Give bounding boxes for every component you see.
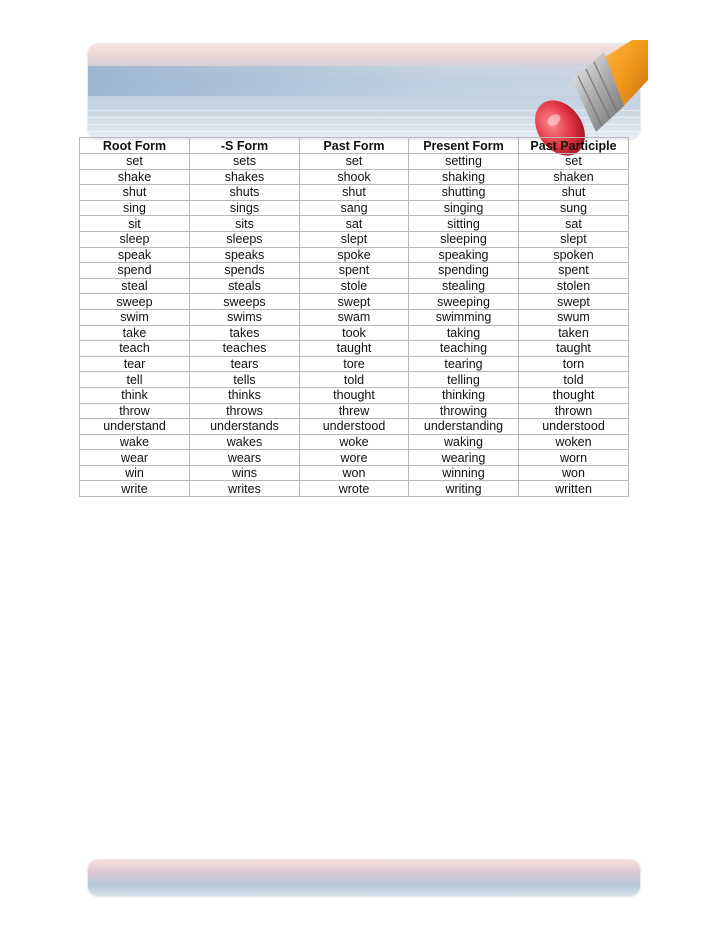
table-cell: writing [409,481,519,497]
table-cell: stealing [409,278,519,294]
table-row [80,247,629,263]
table-cell: thought [300,387,409,403]
table-row [80,372,629,388]
table-cell: sitting [409,216,519,232]
table-cell: throws [190,403,300,419]
table-row [80,465,629,481]
table-cell: torn [519,356,629,372]
table-cell: telling [409,372,519,388]
table-cell: understood [519,419,629,435]
table-cell: stole [300,278,409,294]
table-cell: sets [190,154,300,170]
table-cell: spend [80,263,190,279]
table-cell: written [519,481,629,497]
table-cell: woken [519,434,629,450]
table-cell: thinks [190,387,300,403]
table-cell: spoken [519,247,629,263]
column-header: -S Form [190,138,300,154]
column-header: Present Form [409,138,519,154]
table-cell: sit [80,216,190,232]
table-cell: won [519,465,629,481]
column-header: Past Participle [519,138,629,154]
table-row [80,419,629,435]
table-header-row [80,138,629,154]
table-cell: tore [300,356,409,372]
table-cell: swept [300,294,409,310]
table-cell: takes [190,325,300,341]
table-cell: threw [300,403,409,419]
table-cell: sings [190,200,300,216]
table-cell: singing [409,200,519,216]
column-header: Past Form [300,138,409,154]
table-cell: shut [80,185,190,201]
table-cell: spending [409,263,519,279]
table-cell: swims [190,309,300,325]
table-row [80,185,629,201]
footer-banner [88,860,640,896]
table-cell: sang [300,200,409,216]
table-cell: spent [300,263,409,279]
table-cell: taught [300,341,409,357]
table-cell: spent [519,263,629,279]
table-cell: shut [519,185,629,201]
table-cell: spoke [300,247,409,263]
table-row [80,403,629,419]
table-cell: setting [409,154,519,170]
table-cell: speaking [409,247,519,263]
table-cell: thrown [519,403,629,419]
table-cell: understanding [409,419,519,435]
table-cell: steal [80,278,190,294]
table-row [80,309,629,325]
table-cell: swimming [409,309,519,325]
table-cell: swim [80,309,190,325]
table-cell: shaken [519,169,629,185]
table-cell: wearing [409,450,519,466]
table-cell: tears [190,356,300,372]
table-cell: sweeps [190,294,300,310]
table-cell: set [519,154,629,170]
table-cell: wrote [300,481,409,497]
table-cell: woke [300,434,409,450]
table-cell: wake [80,434,190,450]
table-row [80,325,629,341]
table-cell: stolen [519,278,629,294]
table-cell: win [80,465,190,481]
table-cell: wakes [190,434,300,450]
table-cell: sleep [80,231,190,247]
table-row [80,434,629,450]
table-cell: won [300,465,409,481]
table-cell: took [300,325,409,341]
table-row [80,169,629,185]
table-cell: wore [300,450,409,466]
table-cell: sweeping [409,294,519,310]
table-cell: speaks [190,247,300,263]
table-cell: teaches [190,341,300,357]
table-cell: understood [300,419,409,435]
table-cell: shake [80,169,190,185]
table-cell: sat [300,216,409,232]
table-row [80,154,629,170]
table-cell: wins [190,465,300,481]
table-cell: understands [190,419,300,435]
table-cell: sung [519,200,629,216]
table-row [80,263,629,279]
table-cell: tell [80,372,190,388]
table-cell: think [80,387,190,403]
table-cell: throw [80,403,190,419]
table-row [80,278,629,294]
table-cell: told [519,372,629,388]
table-cell: tear [80,356,190,372]
table-row [80,231,629,247]
table-cell: sleeps [190,231,300,247]
table-cell: slept [300,231,409,247]
table-cell: tells [190,372,300,388]
table-cell: waking [409,434,519,450]
table-cell: sing [80,200,190,216]
table-cell: winning [409,465,519,481]
table-row [80,200,629,216]
table-cell: teaching [409,341,519,357]
table-row [80,294,629,310]
table-cell: swam [300,309,409,325]
table-cell: speak [80,247,190,263]
table-cell: sits [190,216,300,232]
table-cell: set [300,154,409,170]
verb-forms-table [79,137,629,497]
table-cell: throwing [409,403,519,419]
table-row [80,356,629,372]
table-cell: shut [300,185,409,201]
table-cell: taken [519,325,629,341]
column-header: Root Form [80,138,190,154]
table-cell: wear [80,450,190,466]
table-cell: set [80,154,190,170]
table-cell: understand [80,419,190,435]
table-cell: writes [190,481,300,497]
table-row [80,387,629,403]
table-cell: shook [300,169,409,185]
table-cell: worn [519,450,629,466]
table-cell: shakes [190,169,300,185]
table-cell: tearing [409,356,519,372]
table-cell: taking [409,325,519,341]
table-cell: write [80,481,190,497]
table-cell: shuts [190,185,300,201]
table-cell: wears [190,450,300,466]
table-cell: sleeping [409,231,519,247]
table-cell: thought [519,387,629,403]
table-row [80,450,629,466]
table-row [80,341,629,357]
table-cell: slept [519,231,629,247]
table-row [80,216,629,232]
table-cell: sweep [80,294,190,310]
table-cell: told [300,372,409,388]
table-cell: thinking [409,387,519,403]
table-cell: sat [519,216,629,232]
table-cell: shutting [409,185,519,201]
table-cell: spends [190,263,300,279]
table-cell: shaking [409,169,519,185]
table-cell: teach [80,341,190,357]
table-cell: take [80,325,190,341]
table-cell: swept [519,294,629,310]
table-cell: swum [519,309,629,325]
table-cell: taught [519,341,629,357]
table-row [80,481,629,497]
table-cell: steals [190,278,300,294]
